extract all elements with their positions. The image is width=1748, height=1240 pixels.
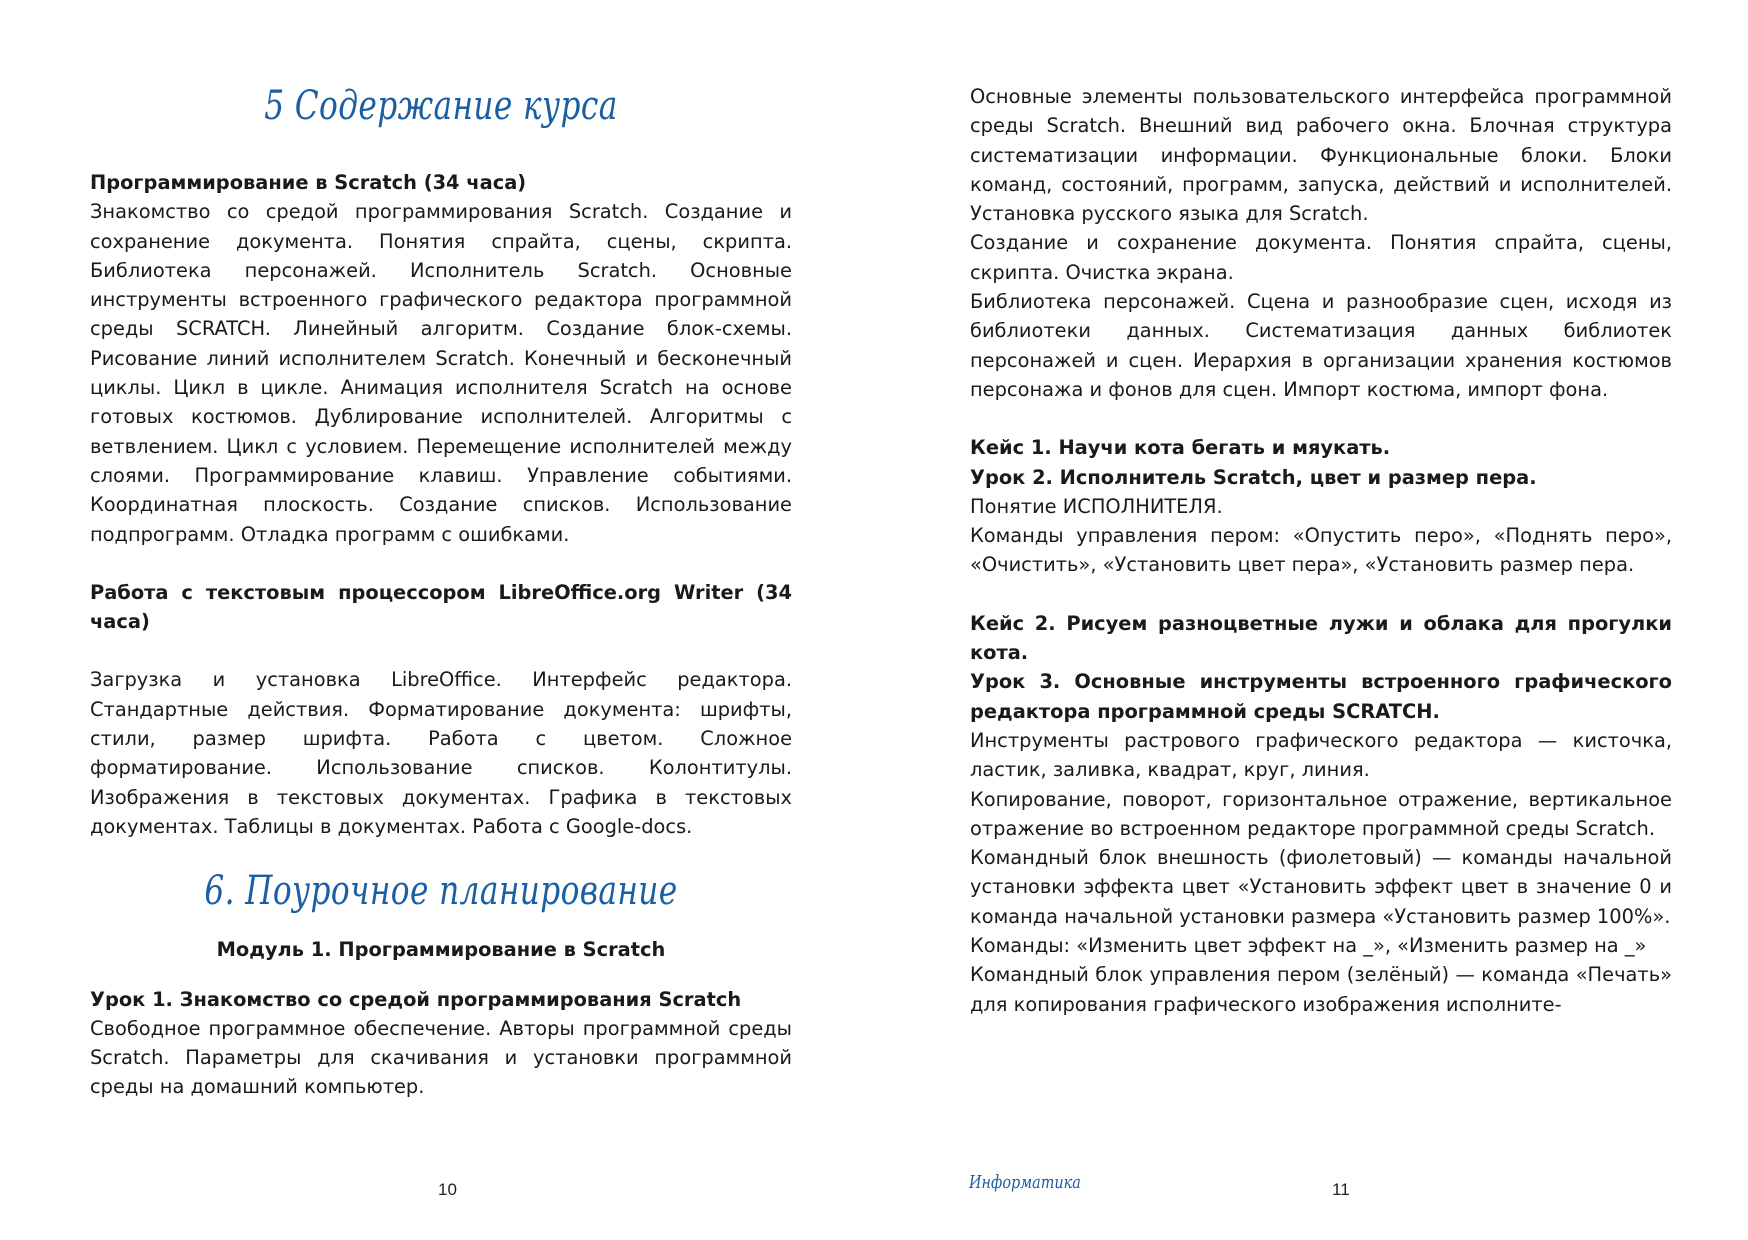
- spacer: [970, 580, 1672, 609]
- left-column: [90, 78, 792, 1102]
- case-2-paragraph: Копирование, поворот, горизонтальное отражение, вертикальное отражение во встроенном редакторе программной среды Scratch.: [970, 787, 1672, 840]
- right-column: [970, 82, 1672, 1019]
- section-6-heading: 6. Поурочное планирование: [204, 868, 678, 915]
- writer-course-title: Работа с текстовым процессором LibreOffice.org Writer (34 часа): [90, 580, 792, 634]
- lesson-3-title: Урок 3. Основные инструменты встроенного графического редактора программной среды SCRATCH.: [970, 670, 1672, 723]
- spacer: [90, 965, 792, 985]
- scratch-course-title: Программирование в Scratch (34 часа): [90, 171, 527, 194]
- case-2-paragraph: Командный блок управления пером (зелёный) — команда «Печать» для копирования графического изображения исполните-: [970, 963, 1672, 1016]
- lesson-2-title: Урок 2. Исполнитель Scratch, цвет и размер пера.: [970, 465, 1537, 489]
- case-1-title: Кейс 1. Научи кота бегать и мяукать.: [970, 436, 1391, 460]
- case-2-paragraph: Инструменты растрового графического редактора — кисточка, ластик, заливка, квадрат, круг, линия.: [970, 728, 1672, 782]
- case-1-paragraph: Команды управления пером: «Опустить перо», «Поднять перо», «Очистить», «Установить цвет пера», «Установить размер пера.: [970, 524, 1672, 577]
- page-number-left: 10: [438, 1180, 457, 1199]
- case-2-title: Кейс 2. Рисуем разноцветные лужи и облака для прогулки кота.: [970, 611, 1672, 665]
- case-1-paragraph: Понятие ИСПОЛНИТЕЛЯ.: [970, 494, 1223, 518]
- scratch-course-text: Знакомство со средой программирования Scratch. Создание и сохранение документа. Понятия спрайта, сцены, скрипта. Библиотека персонажей. Исполнитель Scratch. Основные инструменты встроенного графического редактора программной среды SCRATCH. Линейный алгоритм. Создание блок-схемы. Рисование линий исполнителем Scratch. Конечный и бесконечный циклы. Цикл в цикле. Анимация исполнителя Scratch на основе готовых костюмов. Дублирование исполнителей. Алгоритмы с ветвлением. Цикл с условием. Перемещение исполнителей между слоями. Программирование клавиш. Управление событиями. Координатная плоскость. Создание списков. Использование подпрограмм. Отладка программ с ошибками.: [90, 200, 792, 546]
- case-2-paragraph: Команды: «Изменить цвет эффект на _», «Изменить размер на _»: [970, 934, 1647, 958]
- case-2-paragraph: Командный блок внешность (фиолетовый) — команды начальной установки эффекта цвет «Установить эффект цвет в значение 0 и команда начальной установки размера «Установить размер 100%».: [970, 846, 1672, 928]
- spacer: [970, 404, 1672, 433]
- intro-paragraph: Основные элементы пользовательского интерфейса программной среды Scratch. Внешний вид рабочего окна. Блочная структура систематизации информации. Функциональные блоки. Блоки команд, состояний, программ, запуска, действий и исполнителей. Установка русского языка для Scratch.: [970, 85, 1672, 226]
- page-number-right: 11: [1332, 1180, 1350, 1199]
- spacer: [90, 549, 792, 578]
- module-1-title: Модуль 1. Программирование в Scratch: [216, 938, 666, 962]
- running-title: Информатика: [969, 1172, 1081, 1193]
- lesson-1-text: Свободное программное обеспечение. Авторы программной среды Scratch. Параметры для скачивания и установки программной среды на домашний компьютер.: [90, 1016, 792, 1099]
- writer-course-text: Загрузка и установка LibreOffice. Интерфейс редактора. Стандартные действия. Форматирование документа: шрифты, стили, размер шрифта. Работа с цветом. Сложное форматирование. Использование списков. Колонтитулы. Изображения в текстовых документах. Графика в текстовых документах. Таблицы в документах. Работа с Google-docs.: [90, 668, 792, 838]
- lesson-1-title: Урок 1. Знакомство со средой программирования Scratch: [90, 987, 742, 1011]
- intro-paragraph: Создание и сохранение документа. Понятия спрайта, сцены, скрипта. Очистка экрана.: [970, 231, 1672, 284]
- right-page: [874, 0, 1748, 1240]
- spacer: [90, 636, 792, 665]
- intro-paragraph: Библиотека персонажей. Сцена и разнообразие сцен, исходя из библиотеки данных. Систематизация данных библиотек персонажей и сцен. Иерархия в организации хранения костюмов персонажа и фонов для сцен. Импорт костюма, импорт фона.: [970, 290, 1672, 401]
- section-5-heading: 5 Содержание курса: [264, 83, 618, 129]
